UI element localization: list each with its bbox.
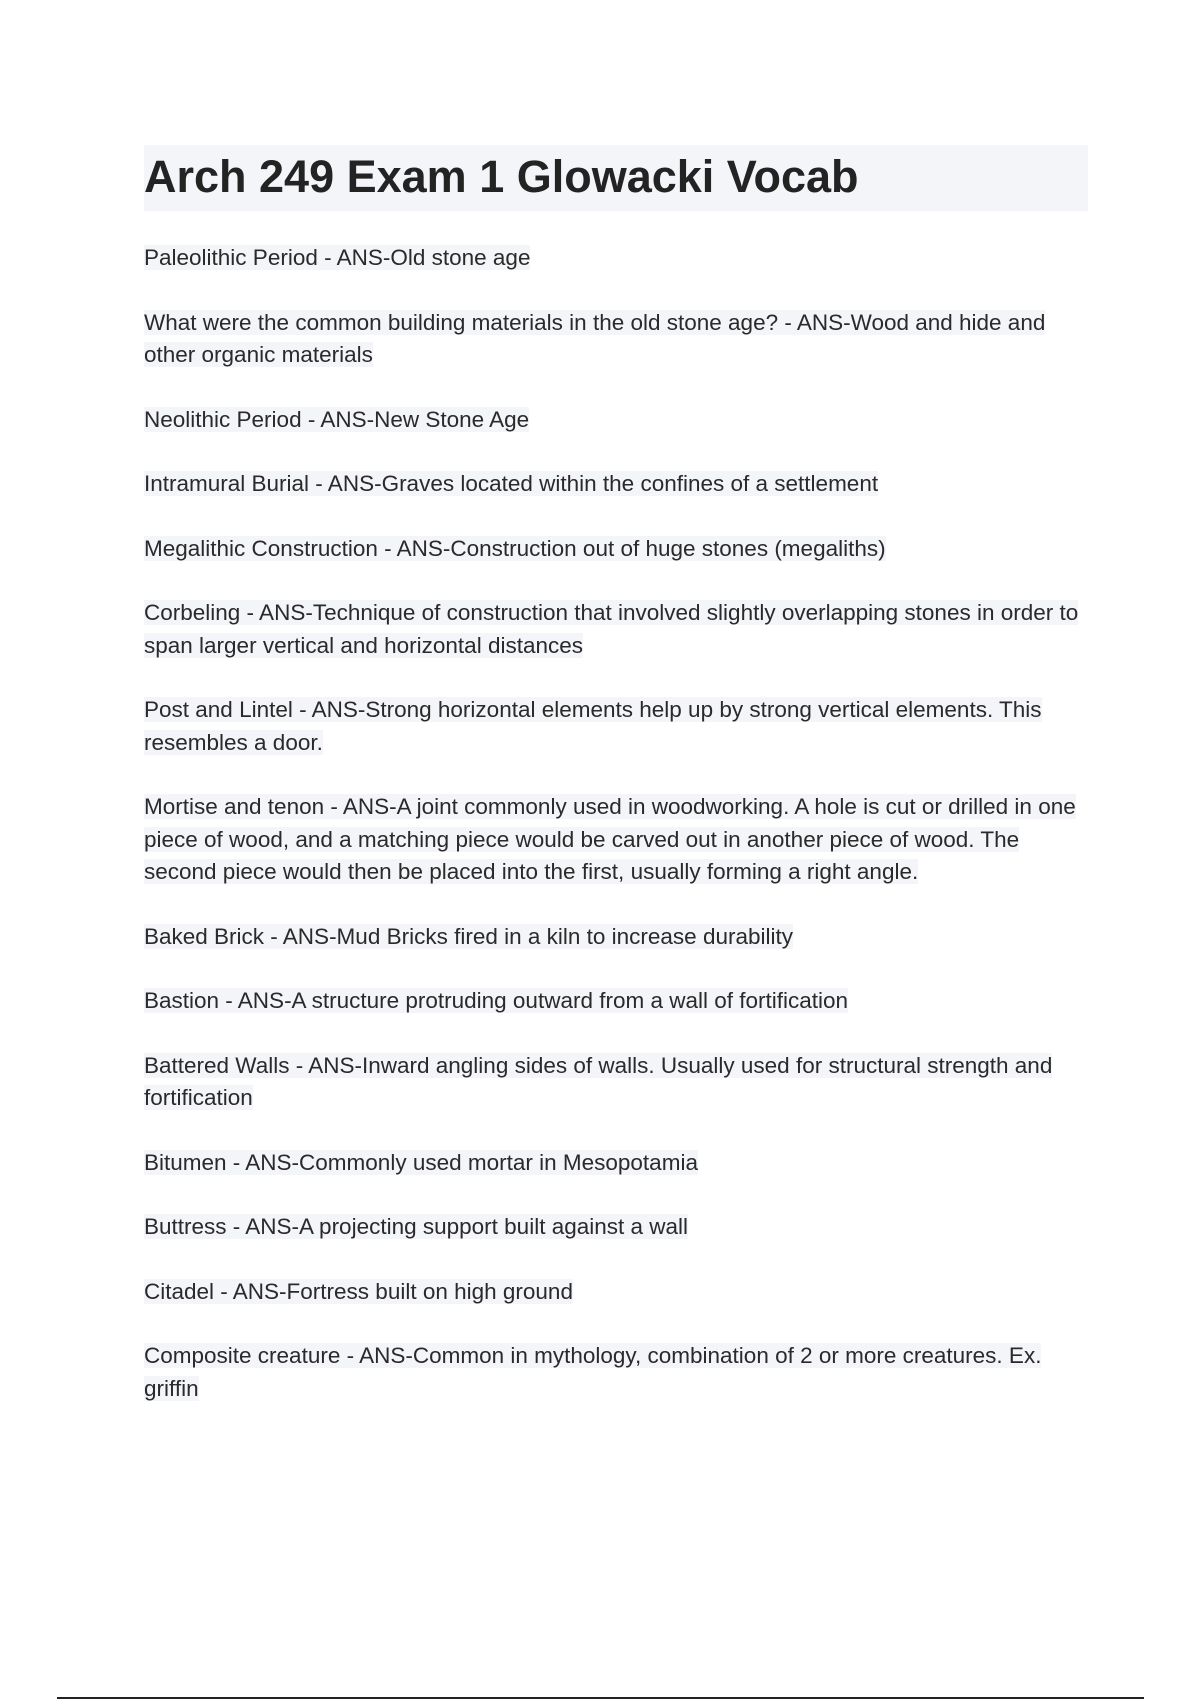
- vocab-entry-text: Bastion - ANS-A structure protruding outward from a wall of fortification: [144, 988, 849, 1013]
- vocab-entry-text: What were the common building materials in the old stone age? - ANS-Wood and hide and other organic materials: [144, 309, 1046, 367]
- vocab-entry-text: Neolithic Period - ANS-New Stone Age: [144, 406, 530, 432]
- vocab-entry-text: Composite creature - ANS-Common in mythology, combination of 2 or more creatures. Ex. griffin: [144, 1343, 1042, 1401]
- vocab-entry: [144, 404, 1088, 437]
- vocab-entry: [144, 597, 1088, 662]
- vocab-entry-text: Buttress - ANS-A projecting support built against a wall: [144, 1214, 689, 1239]
- vocab-entry: [144, 694, 1088, 759]
- vocab-entry: [144, 1276, 1088, 1309]
- vocab-entry: [144, 791, 1088, 889]
- vocab-entry-text: Paleolithic Period - ANS-Old stone age: [144, 245, 531, 270]
- vocab-entry: [144, 1211, 1088, 1244]
- vocab-entry-text: Post and Lintel - ANS-Strong horizontal elements help up by strong vertical elements. This resembles a door.: [144, 697, 1042, 755]
- vocab-entry: [144, 533, 1088, 566]
- vocab-entry-text: Citadel - ANS-Fortress built on high ground: [144, 1278, 573, 1304]
- vocab-entry-text: Intramural Burial - ANS-Graves located within the confines of a settlement: [144, 471, 879, 496]
- vocab-entry-text: Mortise and tenon - ANS-A joint commonly used in woodworking. A hole is cut or drilled in one piece of wood, and a matching piece would be carved out in another piece of wood. The second piece would then be placed into the first, usually forming a right angle.: [144, 794, 1076, 884]
- vocab-entry-text: Battered Walls - ANS-Inward angling sides of walls. Usually used for structural strength and fortification: [144, 1052, 1053, 1110]
- vocab-list: [144, 242, 1088, 1437]
- footer-divider: [57, 1697, 1144, 1699]
- vocab-entry: [144, 468, 1088, 501]
- vocab-entry: [144, 985, 1088, 1018]
- document-title: Arch 249 Exam 1 Glowacki Vocab: [144, 151, 859, 202]
- vocab-entry: [144, 242, 1088, 275]
- vocab-entry-text: Corbeling - ANS-Technique of construction that involved slightly overlapping stones in order to span larger vertical and horizontal distances: [144, 600, 1079, 658]
- vocab-entry: [144, 1340, 1088, 1405]
- vocab-entry-text: Megalithic Construction - ANS-Construction out of huge stones (megaliths): [144, 535, 886, 561]
- vocab-entry-text: Bitumen - ANS-Commonly used mortar in Mesopotamia: [144, 1149, 698, 1175]
- vocab-entry: [144, 307, 1088, 372]
- title-band: [144, 145, 1088, 211]
- vocab-entry-text: Baked Brick - ANS-Mud Bricks fired in a kiln to increase durability: [144, 923, 793, 949]
- vocab-entry: [144, 1050, 1088, 1115]
- vocab-entry: [144, 1147, 1088, 1180]
- vocab-entry: [144, 921, 1088, 954]
